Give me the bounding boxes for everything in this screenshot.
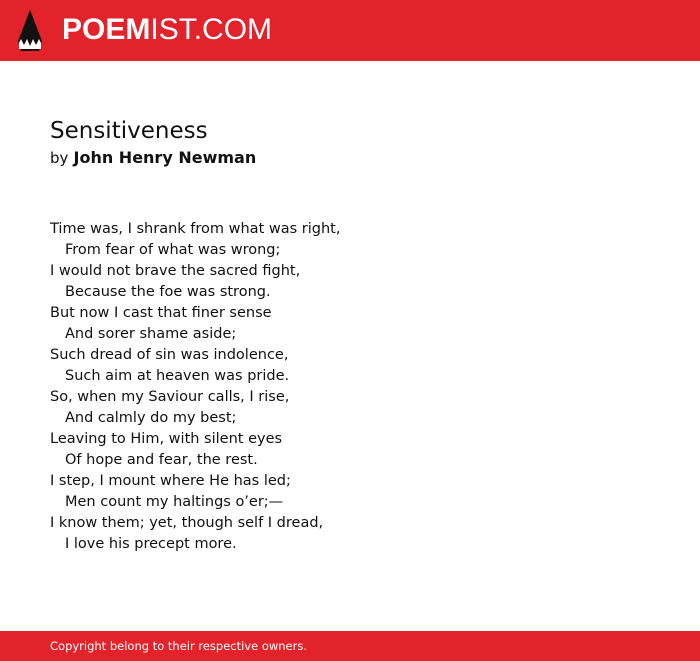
- poem-line: So, when my Saviour calls, I rise,: [50, 389, 290, 405]
- site-footer: [0, 631, 700, 661]
- poem-line: And sorer shame aside;: [65, 326, 237, 342]
- poem-byline: [50, 148, 650, 168]
- poem-line: Men count my haltings o’er;—: [65, 494, 284, 510]
- poem-line: Of hope and fear, the rest.: [65, 452, 258, 468]
- poem-header: [50, 117, 650, 168]
- poem-line: Time was, I shrank from what was right,: [50, 221, 341, 237]
- site-header: [0, 0, 700, 61]
- brand-name-bold: POEM: [62, 13, 151, 46]
- poem-line: I know them; yet, though self I dread,: [50, 515, 324, 531]
- poem-line: I step, I mount where He has led;: [50, 473, 291, 489]
- poem-line: But now I cast that finer sense: [50, 305, 272, 321]
- poem-line: And calmly do my best;: [65, 410, 237, 426]
- pencil-logo-icon[interactable]: [17, 9, 43, 52]
- poem-title: Sensitiveness: [50, 118, 208, 144]
- poem-line: I would not brave the sacred fight,: [50, 263, 301, 279]
- poem-line: Leaving to Him, with silent eyes: [50, 431, 283, 447]
- poem-line: Such aim at heaven was pride.: [65, 368, 290, 384]
- site-brand-link[interactable]: [62, 13, 272, 47]
- poem-line: From fear of what was wrong;: [65, 242, 281, 258]
- brand-name-rest: IST.COM: [150, 13, 273, 46]
- poem-author: John Henry Newman: [73, 148, 257, 167]
- copyright-text: Copyright belong to their respective owners.: [50, 639, 308, 653]
- poem-body: [50, 219, 650, 555]
- poem-line: Because the foe was strong.: [65, 284, 271, 300]
- poem-line: Such dread of sin was indolence,: [50, 347, 289, 363]
- byline-prefix: by: [50, 149, 69, 167]
- poem-line: I love his precept more.: [65, 536, 237, 552]
